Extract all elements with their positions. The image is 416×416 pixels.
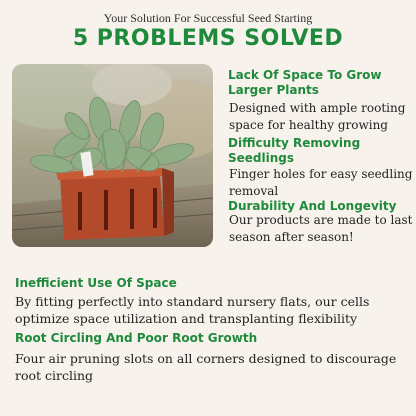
problem-description-5: Four air pruning slots on all corners designed to discourage root circling bbox=[15, 351, 397, 383]
problem-description-4: By fitting perfectly into standard nursery flats, our cells optimize space utilization and transplanting flexibility bbox=[15, 294, 370, 326]
problem-title-4: Inefficient Use Of Space bbox=[15, 276, 177, 290]
headline: 5 PROBLEMS SOLVED bbox=[72, 26, 344, 51]
problem-title-3: Durability And Longevity bbox=[228, 199, 397, 213]
problem-title-2: Difficulty Removing Seedlings bbox=[228, 136, 361, 165]
problem-title-5: Root Circling And Poor Root Growth bbox=[15, 331, 258, 345]
problem-description-2: Finger holes for easy seedling removal bbox=[229, 167, 413, 198]
tagline: Your Solution For Successful Seed Starting bbox=[103, 11, 313, 25]
problem-description-1: Designed with ample rooting space for healthy growing bbox=[229, 101, 406, 132]
seedling-tray-photo bbox=[12, 64, 213, 247]
problem-description-3: Our products are made to last season after season! bbox=[229, 213, 413, 244]
problem-title-1: Lack Of Space To Grow Larger Plants bbox=[228, 68, 382, 97]
